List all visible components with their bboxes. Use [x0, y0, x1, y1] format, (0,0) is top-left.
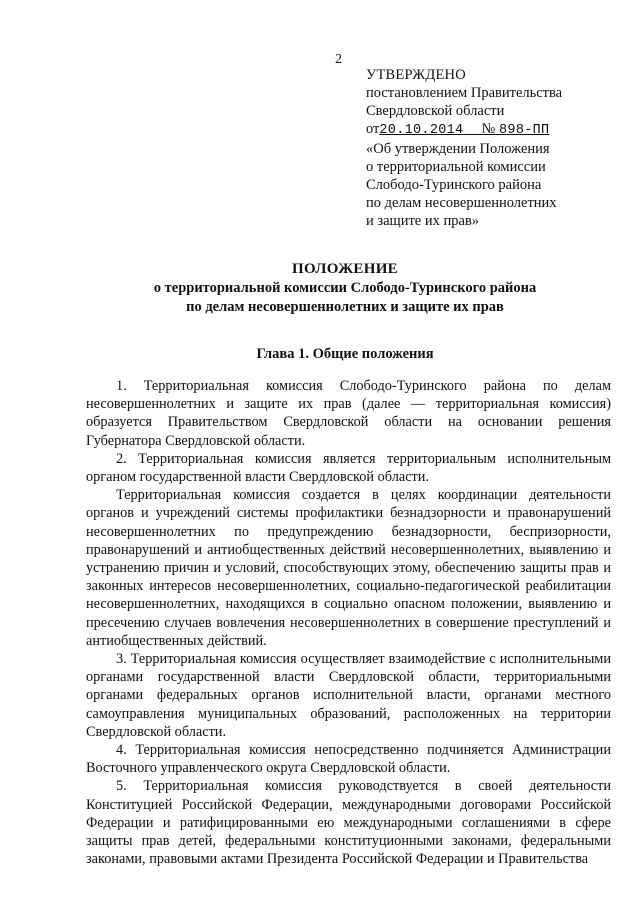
paragraph: 2. Территориальная комиссия является территориальным исполнительным органом государственной власти Свердловской области.	[86, 450, 611, 486]
approval-title-line: и защите их прав»	[366, 213, 480, 229]
paragraph: 5. Территориальная комиссия руководствуется в своей деятельности Конституцией Российской Федерации, международными договорами Российской Федерации и ратифицированными ею международными соглашениями в сфере защиты прав детей, федеральными конституционными законами, федеральными законами, правовыми актами Президента Российской Федерации и Правительства	[86, 778, 611, 868]
paragraph: 3. Территориальная комиссия осуществляет взаимодействие с исполнительными органами государственной власти Свердловской области, территориальными органами федеральных органов исполнительной власти, органами местного самоуправления муниципальных образований, расположенных на территории Свердловской области.	[86, 651, 611, 740]
approval-title-line: о территориальной комиссии	[366, 159, 546, 175]
paragraph: Территориальная комиссия создается в целях координации деятельности органов и учреждений системы профилактики безнадзорности и правонарушений несовершеннолетних по предупреждению безнадзорности, беспризорности, правонарушений и антиобщественных действий несовершеннолетних, выявлению и устранению причин и условий, способствующих этому, обеспечению защиты прав и законных интересов несовершеннолетних, социально-педагогической реабилитации несовершеннолетних, находящихся в социально опасном положении, выявлению и пресечению случаев вовлечения несовершеннолетних в совершение преступлений и антиобщественных действий.	[86, 487, 611, 649]
approval-date-number-line	[366, 120, 626, 140]
approval-title-line: «Об утверждении Положения	[366, 141, 550, 157]
approval-number: 898-ПП	[499, 123, 550, 138]
document-title-line-2: по делам несовершеннолетних и защите их прав	[186, 299, 504, 315]
chapter-title: Глава 1. Общие положения	[256, 346, 434, 362]
approval-number-label: №	[481, 121, 496, 137]
approval-from-label: от	[366, 121, 380, 137]
page-number: 2	[335, 52, 342, 67]
document-title-line-1: о территориальной комиссии Слободо-Туринского района	[153, 280, 537, 296]
document-title	[80, 260, 610, 317]
approval-line-2: Свердловской области	[366, 103, 505, 119]
paragraph: 4. Территориальная комиссия непосредственно подчиняется Администрации Восточного управленческого округа Свердловской области.	[86, 742, 611, 777]
approval-line-1: постановлением Правительства	[366, 85, 563, 101]
approval-title-line: по делам несовершеннолетних	[366, 195, 557, 211]
document-body	[86, 377, 611, 868]
approval-date: 20.10.2014	[379, 123, 464, 138]
approval-stamp	[366, 66, 626, 230]
approval-heading: УТВЕРЖДЕНО	[366, 67, 466, 83]
approval-title-line: Слободо-Туринского района	[366, 177, 542, 193]
paragraph: 1. Территориальная комиссия Слободо-Туринского района по делам несовершеннолетних и защите их прав (далее — территориальная комиссия) образуется Правительством Свердловской области на основании решения Губернатора Свердловской области.	[86, 378, 611, 449]
document-title-main: ПОЛОЖЕНИЕ	[292, 261, 398, 277]
